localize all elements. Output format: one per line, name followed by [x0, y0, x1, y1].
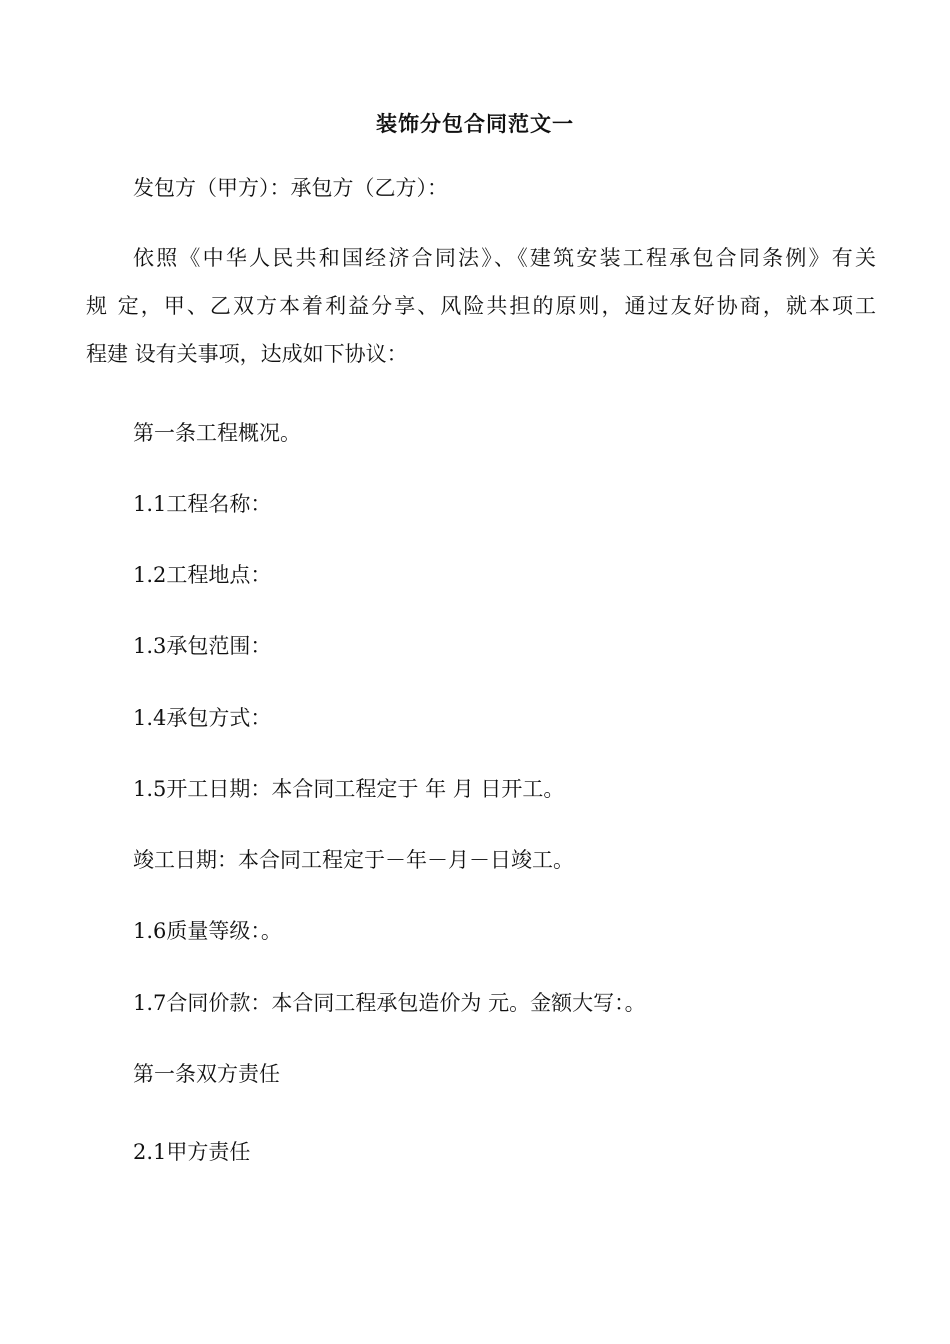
- intro-line-3: 程建 设有关事项，达成如下协议：: [86, 342, 408, 366]
- item-1-1: 1.1工程名称：: [133, 492, 272, 516]
- item-1-5: 1.5开工日期：本合同工程定于 年 月 日开工。: [133, 777, 565, 801]
- article-2-heading: 第一条双方责任: [133, 1062, 280, 1086]
- parties-line: 发包方（甲方）：承包方（乙方）：: [133, 176, 448, 200]
- item-1-4: 1.4承包方式：: [133, 706, 272, 730]
- item-1-7: 1.7合同价款：本合同工程承包造价为 元。金额大写：。: [133, 991, 646, 1015]
- item-2-1: 2.1甲方责任: [133, 1140, 251, 1164]
- document-title: 装饰分包合同范文一: [376, 112, 574, 136]
- intro-paragraph: [86, 234, 876, 378]
- intro-line-1: 依照《中华人民共和国经济合同法》、《建筑安装工程承包合同条例》有关: [133, 246, 876, 270]
- intro-line-2: 规 定，甲、乙双方本着利益分享、风险共担的原则，通过友好协商，就本项工: [86, 294, 876, 318]
- item-1-2: 1.2工程地点：: [133, 563, 272, 587]
- item-1-3: 1.3承包范围：: [133, 634, 272, 658]
- item-1-6: 1.6质量等级：。: [133, 919, 282, 943]
- completion-date-line: 竣工日期：本合同工程定于－年－月－日竣工。: [133, 848, 574, 872]
- article-1-heading: 第一条工程概况。: [133, 421, 301, 445]
